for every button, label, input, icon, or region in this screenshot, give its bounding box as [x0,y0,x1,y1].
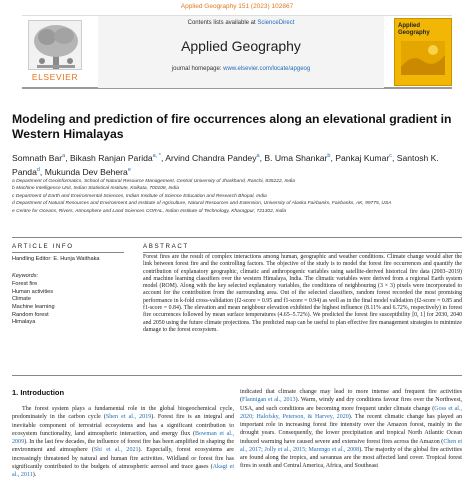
citation-link[interactable]: Bowman et al., 2009 [12,430,234,445]
article-title: Modeling and prediction of fire occurrences along an elevational gradient in Western Himalayas [12,112,452,141]
cover-title: Applied Geography [398,23,430,36]
author-name[interactable]: Pankaj Kumar [335,152,390,163]
author-name[interactable]: Bikash Ranjan Parida [70,152,153,163]
keyword: Climate [12,296,31,303]
homepage-prefix: journal homepage: [171,66,224,72]
elsevier-logo[interactable] [22,18,88,86]
citation-link[interactable]: Akagi et al., 2011 [12,463,235,478]
affiliation: d Department of Natural Resources and Environment and Institute of Agriculture, Natural Resources and Extension, University of Alaska Fairbanks, Fairbanks, AK, 99775, USA [12,201,392,207]
body-text: The forest system plays a fundamental role in the global biogeochemical cycle, predominately in the carbon cycle ( [12,406,234,421]
citation-link[interactable]: Flannigan et al., 2013 [242,397,296,404]
affiliation: b Machine Intelligence Unit, Indian Statistical Institute, Kolkata, 700108, India [12,186,179,192]
contents-line [98,20,384,26]
keyword: Forest fire [12,281,38,288]
keyword-list [12,281,124,327]
divider [12,252,124,253]
body-text: indicated that climate change may lead to more intense and frequent fire activities ( [240,389,462,404]
abstract-heading: ABSTRACT [143,243,189,250]
divider [12,237,462,238]
author-name[interactable]: Mukunda Dev Behera [44,166,128,177]
citation-link[interactable]: Shi et al., 2021 [93,447,139,454]
article-info-heading: ARTICLE INFO [12,243,74,250]
body-text: ). In the last few decades, the influence of forest fire has been amplified in shaping the environment and atmosphere ( [12,439,234,454]
keyword: Machine learning [12,303,55,310]
body-text: ). Warm, windy and dry conditions favour fires over the Northwest, USA, and such conditions are becoming more frequent under climate change ( [240,397,462,412]
journal-cover-thumbnail[interactable] [394,18,452,86]
author-affiliation-marker[interactable]: c [389,153,392,159]
keyword: Random forest [12,311,49,318]
journal-name: Applied Geography [181,38,301,54]
divider [143,252,462,253]
author-name[interactable]: Arvind Chandra Pandey [165,152,257,163]
intro-left-column [12,405,234,479]
handling-editor: Handling Editor: E. Hunja Waithaka [12,256,100,262]
homepage-line [98,66,384,72]
author-affiliation-marker[interactable]: a [256,153,260,159]
contents-prefix: Contents lists available at [187,20,258,26]
author-name[interactable]: Santosh K. Panda [12,152,439,177]
sciencedirect-link[interactable]: ScienceDirect [257,20,295,26]
elsevier-tree-icon [28,20,82,70]
body-text: ). [32,472,37,478]
journal-header [22,15,452,89]
author-affiliation-marker[interactable]: e [127,166,131,173]
affiliation: c Department of Earth and Environmental Sciences, Indian Institute of Science Education and Research Bhopal, India [12,193,267,199]
affiliation-list [12,178,462,215]
journal-citation: Applied Geography 151 (2023) 102867 [180,3,294,10]
body-text: ). The majority of the global fire activities are found along the tropics, and savannas are the most affected land cover. Tropical forest fires in south and Central America, Africa, and Southeast [240,446,462,470]
affiliation: e Centre for Oceans, Rivers, Atmosphere and Land Sciences CORAL, Indian Institute of Technology, Kharagpur, 721302, India [12,208,287,214]
journal-info-box [98,16,384,88]
introduction-heading: 1. Introduction [12,388,65,397]
author-affiliation-marker[interactable]: a, * [152,153,161,159]
keyword: Himalaya [12,319,36,326]
abstract-text: Forest fires are the result of complex interactions among human, geographic and weather conditions. Climate change would alter the link between forest fire and the controlling factors. The objective of the study is to model the forest fire occurrences and quantify the contribution of explanatory geographic, climatic and anthropogenic variables using satellite-derived historical fire data (2003–2019) and machine learning classifiers over the western Himalaya, India. The climatic variables were derived from a regional Earth system model (ROM). Along with the key selected explanatory variables, the conditions of neighbouring (3 × 3) pixels were incorporated to account for the contribution from the surrounding area. Out of the selected classifiers, random forest recorded the most promising performance in k-fold cross-validation (f2-score = 0.95 and f1-score = 0.94) as well as in the final model validation (f2-score = 0.85 and f1-score = 0.84). The elevation and mean neighbour elevation exhibited the highest influence (8.11% and 6.72%, respectively) in forest fire occurrences followed by mean surface temperatures (4.65–5.72%). We predicted the forest fire susceptibility [0, 1] for 2030, 2040 and 2050 using the future climate projections. The predicted map can be useful to plan effective fire management strategies to minimize damage to the forest ecosystem. [143,254,462,333]
body-text: ). Especially, forest ecosystems are increasingly threatened by natural and human fire activities. Wildland or forest fire has significantly contributed to the budgets of atmospheric aerosol and trace gases ( [12,447,234,470]
cover-image [401,41,445,75]
affiliation: a Department of Geoinformatics, School of Natural Resource Management, Central University of Jharkhand, Ranchi, 835222, India [12,179,295,184]
keyword: Human activities [12,288,54,295]
author-list: Somnath Bar$^a$, Bikash Ranjan Parida$^{a, *}$, Arvind Chandra Pandey$^a$, B. Uma Shankar$^b$, Pankaj Kumar$^c$, Santosh K. Panda$^d$, Mukunda Dev Behera$^e$ [12,152,439,177]
author-affiliation-marker[interactable]: d [36,166,40,173]
article-info-block [12,256,124,327]
author-affiliation-marker[interactable]: b [327,153,331,159]
keywords-label: Keywords: [12,272,39,279]
publisher-name: ELSEVIER [31,72,79,82]
divider [12,375,462,376]
body-text: ). The recent climatic change has played an important role in increasing forest fire intensity over the Amazon forest, mainly in the drought years. Consequently, the lower precipitation and tropical North Atlantic Ocean induced warming have caused severe and extensive forest fires across the Amazon ( [240,413,462,445]
body-text: ). Forest fire is an integral and inevitable component of terrestrial ecosystems and has a significant contribution to ecosystem functionality, land atmospheric interaction, and energy flux ( [12,414,235,437]
author-affiliation-marker[interactable]: a [62,153,66,159]
citation-link[interactable]: Chen et al., 2017; Jolly et al., 2015; Marengo et al., 2008 [240,438,463,453]
citation-link[interactable]: Goss et al., 2020; Halofsky, Peterson, & Harvey, 2020 [240,405,462,420]
citation-link[interactable]: Shen et al., 2019 [105,414,152,421]
author-name[interactable]: B. Uma Shankar [264,152,328,163]
author-name[interactable]: Somnath Bar [12,152,63,163]
intro-right-column [240,388,462,471]
journal-homepage-link[interactable]: www.elsevier.com/locate/apgeog [223,66,311,72]
